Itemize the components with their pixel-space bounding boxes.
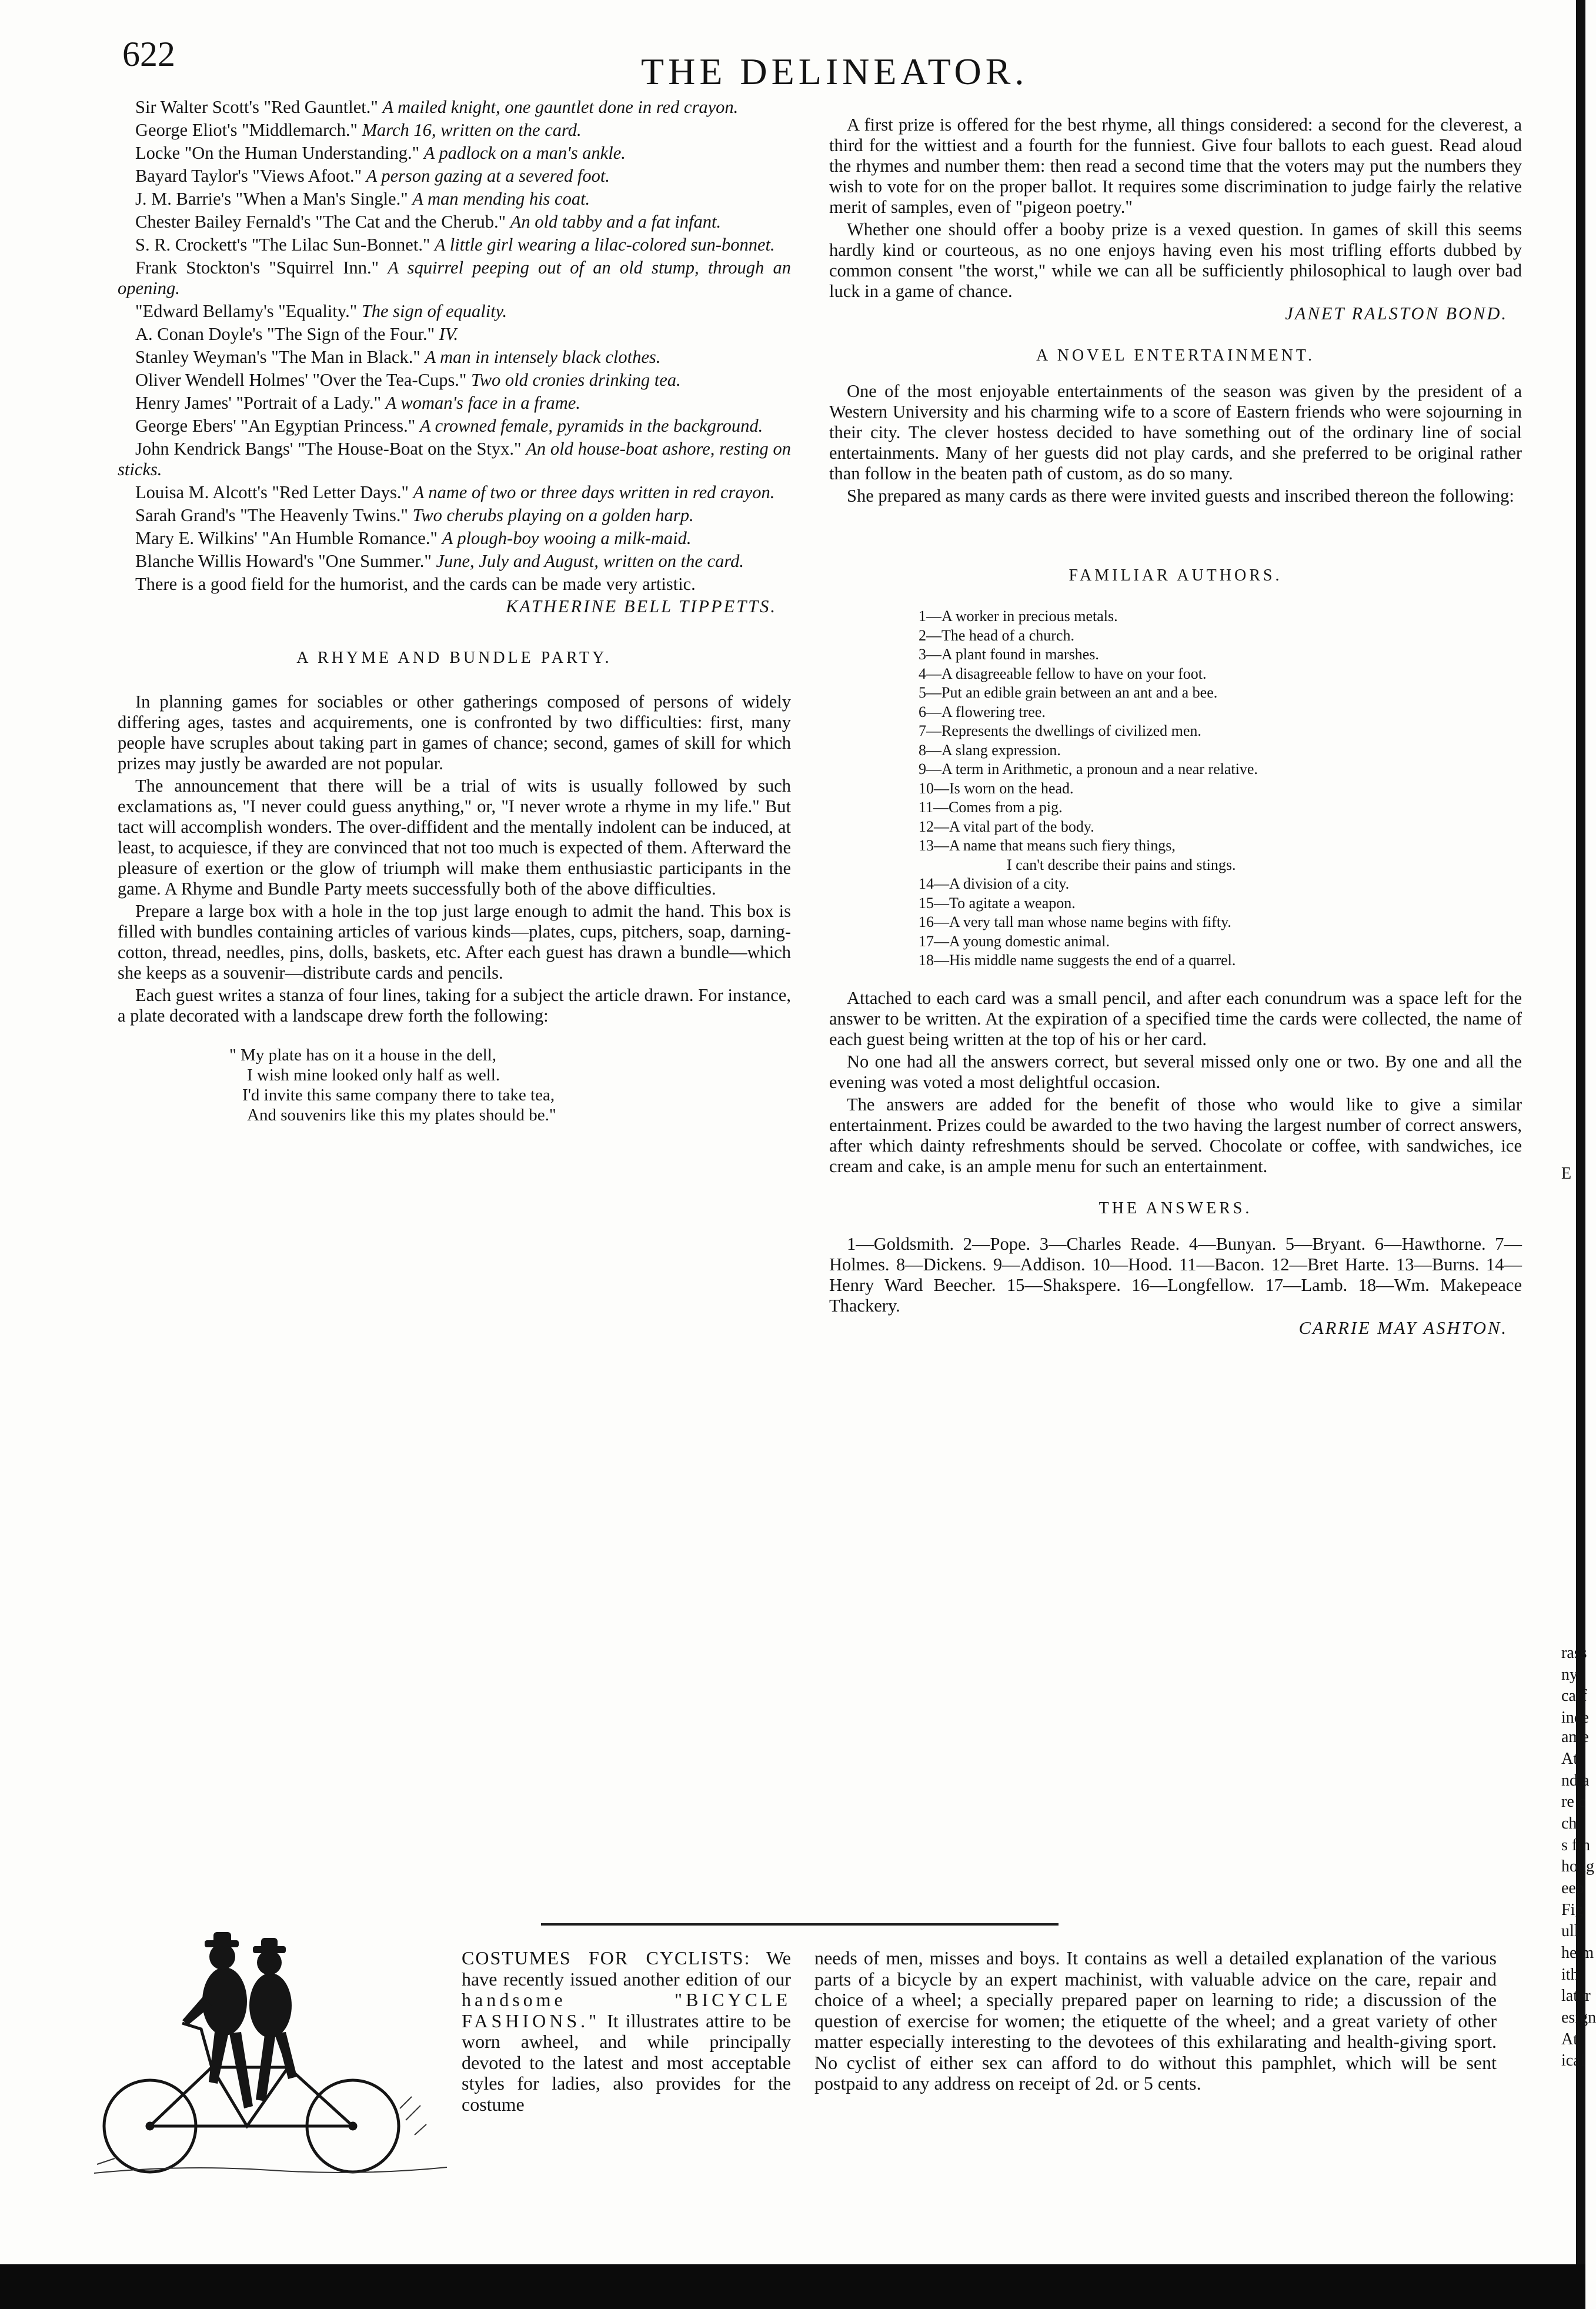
entry-description: March 16, written on the card. — [362, 120, 582, 140]
advert-continuation: needs of men, misses and boys. It contains as well a detailed explanation of the various parts of a bicycle by an expert machinist, with valuable advice on the care, repair and choice of a wheel; a specially prepared paper on learning to ride; a discussion of the question of exercise for women; the etiquette of the wheel; and a great variety of other matter especially interesting to the devotees of this exhilarating and health-giving sport. No cyclist of either sex can afford to do without this pamphlet, which will be sent postpaid to any address on receipt of 2d. or 5 cents. — [814, 1947, 1497, 2094]
edge-text-fragment: ull — [1561, 1922, 1579, 1940]
body-paragraph: The announcement that there will be a trial of wits is usually followed by such exclamations as, "I never could guess anything," or, "I never wrote a rhyme in my life." But tact will accomplish wonders. The over-diffident and the mentally indolent can be induced, at least, to acquiesce, if they are convinced that not too much is expected of them. Afterward the pleasure of exertion or the glow of triumph will make them enthusiastic participants in the game. A Rhyme and Bundle Party meets successfully both of the above difficulties. — [118, 776, 791, 899]
entry-title: Henry James' "Portrait of a Lady." — [135, 393, 382, 413]
entry-description: A squirrel peeping out of an old stump, through an opening. — [118, 258, 792, 298]
entry-title: S. R. Crockett's "The Lilac Sun-Bonnet." — [135, 235, 430, 255]
clue-item: 2—The head of a church. — [919, 626, 1074, 644]
body-paragraph: In planning games for sociables or other gatherings composed of persons of widely differing ages, tastes and acquirements, one is confronted by two difficulties: first, many people have scruples about taking part in games of chance; second, games of skill for which prizes may justly be awarded are not popular. — [118, 692, 791, 773]
masthead-title: THE DELINEATOR. — [641, 51, 1029, 92]
entry-description: The sign of equality. — [361, 301, 507, 321]
entry-title: "Edward Bellamy's "Equality." — [135, 301, 358, 321]
entry-description: June, July and August, written on the card. — [436, 551, 744, 571]
clue-item: 1—A worker in precious metals. — [919, 608, 1118, 625]
edge-text-fragment: ch — [1561, 1814, 1577, 1833]
body-paragraph: Each guest writes a stanza of four lines, taking for a subject the article drawn. For instance, a plate decorated with a landscape drew forth the following: — [118, 985, 791, 1026]
rhyme-party-heading: A RHYME AND BUNDLE PARTY. — [296, 649, 612, 667]
entry-title: A. Conan Doyle's "The Sign of the Four." — [135, 324, 435, 344]
edge-text-fragment: eep — [1561, 1879, 1584, 1897]
entry-title: Sarah Grand's "The Heavenly Twins." — [135, 505, 408, 525]
advert-title: COSTUMES FOR CYCLISTS: — [462, 1947, 751, 1968]
clue-item: 10—Is worn on the head. — [919, 779, 1074, 797]
entry-title: John Kendrick Bangs' "The House-Boat on the Styx." — [135, 439, 522, 459]
edge-text-fragment: esign — [1561, 2008, 1596, 2027]
edge-text-fragment: E — [1561, 1164, 1572, 1183]
answers-heading: THE ANSWERS. — [1098, 1199, 1253, 1217]
body-paragraph: One of the most enjoyable entertainments of the season was given by the president of a Western University and his charming wife to a score of Eastern friends who were sojourning in their city. The clever hostess decided to have something out of the ordinary line of social entertainments. Many of her guests did not play cards, and she preferred to be original rather than follow in the beaten path of custom, as do so many. — [829, 381, 1522, 483]
binding-shadow — [1576, 0, 1585, 2309]
edge-text-fragment: re c — [1561, 1793, 1586, 1811]
signature-tippetts: KATHERINE BELL TIPPETTS. — [506, 596, 777, 616]
entry-description: A person gazing at a severed foot. — [366, 166, 610, 186]
author-entry — [118, 505, 791, 526]
author-entry — [118, 370, 791, 391]
edge-text-fragment: ical — [1561, 2051, 1585, 2070]
entertainment-details — [829, 988, 1522, 1177]
entry-description: A plough-boy wooing a milk-maid. — [442, 528, 692, 548]
body-paragraph: No one had all the answers correct, but several missed only one or two. By one and all the evening was voted a most delightful occasion. — [829, 1051, 1522, 1092]
author-entry — [118, 235, 791, 255]
prize-paragraphs — [829, 115, 1522, 302]
author-entry — [118, 482, 791, 503]
body-paragraph: A first prize is offered for the best rhyme, all things considered: a second for the cleverest, a third for the wittiest and a fourth for the funniest. Give four ballots to each guest. Read aloud the rhymes and number them: then read a second time that the voters may put the numbers they wish to vote for on the proper ballot. It requires some discrimination to judge fairly the relative merit of samples, even of "pigeon poetry." — [829, 115, 1522, 217]
entry-description: An old tabby and a fat infant. — [510, 212, 722, 232]
clue-item: 9—A term in Arithmetic, a pronoun and a near relative. — [919, 760, 1258, 778]
edge-text-fragment: rass — [1561, 1644, 1587, 1662]
advert-text-2: It illustrates attire to be worn awheel, and while principally devoted to the latest and most acceptable styles for ladies, also provides for the costume — [462, 2010, 792, 2115]
poem-line: And souvenirs like this my plates should be." — [247, 1106, 556, 1125]
edge-text-fragment: nd a — [1561, 1771, 1590, 1790]
author-entry — [118, 301, 791, 322]
entry-description: IV. — [439, 324, 459, 344]
author-entry — [118, 120, 791, 141]
familiar-authors-heading: FAMILIAR AUTHORS. — [1069, 566, 1283, 585]
cycling-costumes-advert — [462, 1948, 791, 2115]
signature-bond: JANET RALSTON BOND. — [1285, 303, 1508, 323]
section-divider-rule — [541, 1923, 1059, 1926]
edge-text-fragment: s fin — [1561, 1836, 1590, 1854]
right-column — [829, 115, 1522, 1339]
clue-item: 12—A vital part of the body. — [919, 818, 1094, 835]
author-entries-list — [118, 97, 791, 572]
entry-description: A man mending his coat. — [412, 189, 590, 209]
entry-title: Bayard Taylor's "Views Afoot." — [135, 166, 362, 186]
clue-item: 13—A name that means such fiery things, — [919, 837, 1176, 854]
edge-text-fragment: later — [1561, 1987, 1591, 2005]
entry-title: Sir Walter Scott's "Red Gauntlet." — [135, 97, 378, 117]
clue-item: 16—A very tall man whose name begins with fifty. — [919, 913, 1231, 930]
entry-description: A crowned female, pyramids in the background. — [419, 416, 763, 436]
entry-title: Stanley Weyman's "The Man in Black." — [135, 347, 420, 367]
entry-title: J. M. Barrie's "When a Man's Single." — [135, 189, 408, 209]
clue-item: 18—His middle name suggests the end of a quarrel. — [919, 952, 1236, 969]
edge-text-fragment: Fig — [1561, 1901, 1584, 1919]
entry-description: A mailed knight, one gauntlet done in red crayon. — [382, 97, 739, 117]
rhyme-party-body — [118, 692, 791, 1026]
novel-entertainment-heading: A NOVEL ENTERTAINMENT. — [1036, 346, 1315, 365]
entry-description: An old house-boat ashore, resting on sticks. — [118, 439, 792, 479]
body-paragraph: Attached to each card was a small pencil, and after each conundrum was a space left for the answer to be written. At the expiration of a specified time the cards were collected, the name of each guest being written at the top of his or her card. — [829, 987, 1522, 1049]
author-entry — [118, 166, 791, 186]
entry-title: George Eliot's "Middlemarch." — [135, 120, 358, 140]
clue-item: 3—A plant found in marshes. — [919, 646, 1099, 663]
clue-item: 6—A flowering tree. — [919, 703, 1046, 720]
familiar-authors-clues — [919, 607, 1522, 970]
left-column — [118, 97, 791, 1125]
edge-text-fragment: ame — [1561, 1728, 1589, 1746]
entry-description: A woman's face in a frame. — [385, 393, 580, 413]
answers-list: 1—Goldsmith. 2—Pope. 3—Charles Reade. 4—Bunyan. 5—Bryant. 6—Hawthorne. 7—Holmes. 8—Dickens. 9—Addison. 10—Hood. 11—Bacon. 12—Bret Harte. 13—Burns. 14—Henry Ward Beecher. 15—Shakspere. 16—Longfellow. 17—Lamb. 18—Wm. Makepeace Thackery. — [829, 1233, 1522, 1316]
entry-title: Oliver Wendell Holmes' "Over the Tea-Cups." — [135, 370, 467, 390]
entry-description: A padlock on a man's ankle. — [423, 143, 626, 163]
edge-text-fragment: carf — [1561, 1687, 1587, 1705]
author-entry — [118, 212, 791, 232]
author-entry — [118, 189, 791, 209]
author-entry — [118, 143, 791, 164]
author-entry — [118, 439, 791, 480]
clue-item: 14—A division of a city. — [919, 875, 1070, 892]
author-entry — [118, 416, 791, 436]
poem-line: I'd invite this same company there to take tea, — [242, 1086, 555, 1105]
clue-item: 17—A young domestic animal. — [919, 932, 1110, 950]
clue-item: 15—To agitate a weapon. — [919, 894, 1076, 912]
advert-bicycle-fashions: "BICYCLE FASHIONS." — [462, 1989, 791, 2031]
body-paragraph: She prepared as many cards as there were invited guests and inscribed thereon the following: — [847, 486, 1514, 506]
edge-text-fragment: ny — [1561, 1666, 1578, 1684]
signature-ashton: CARRIE MAY ASHTON. — [1298, 1317, 1508, 1338]
scan-bottom-border — [0, 2264, 1585, 2309]
entry-title: Chester Bailey Fernald's "The Cat and the Cherub." — [135, 212, 506, 232]
author-entry — [118, 258, 791, 299]
clue-item: I can't describe their pains and stings. — [1007, 856, 1236, 873]
entry-title: Louisa M. Alcott's "Red Letter Days." — [135, 482, 409, 502]
clue-item: 4—A disagreeable fellow to have on your foot. — [919, 665, 1207, 682]
closing-paragraph: There is a good field for the humorist, and the cards can be made very artistic. — [135, 574, 696, 594]
entry-description: A name of two or three days written in red crayon. — [413, 482, 775, 502]
plate-poem — [229, 1045, 791, 1125]
author-entry — [118, 393, 791, 413]
entry-title: Blanche Willis Howard's "One Summer." — [135, 551, 432, 571]
edge-text-fragment: ince — [1561, 1709, 1589, 1727]
body-paragraph: The answers are added for the benefit of those who would like to give a similar entertainment. Prizes could be awarded to the two having the largest number of correct answers, after which dainty refreshments should be served. Chocolate or coffee, with sandwiches, ice cream and cake, is an ample menu for such an entertainment. — [829, 1094, 1522, 1176]
clue-item: 5—Put an edible grain between an ant and a bee. — [919, 684, 1218, 701]
author-entry — [118, 324, 791, 345]
entry-title: Locke "On the Human Understanding." — [135, 143, 420, 163]
clue-item: 11—Comes from a pig. — [919, 799, 1063, 816]
author-entry — [118, 551, 791, 572]
advert-text-1: We have recently issued another edition of our — [462, 1947, 791, 1990]
author-entry — [118, 528, 791, 549]
entry-description: Two old cronies drinking tea. — [471, 370, 681, 390]
poem-line: " My plate has on it a house in the dell, — [229, 1046, 497, 1065]
adjacent-page-edge — [1561, 0, 1596, 2309]
entry-description: A man in intensely black clothes. — [425, 347, 661, 367]
author-entry — [118, 347, 791, 368]
body-paragraph: Whether one should offer a booby prize is a vexed question. In games of skill this seems hardly kind or courteous, as no one enjoys having even his most trifling efforts dubbed by common consent "the worst," while we can all be sufficiently philosophical to laugh over bad luck in a game of chance. — [829, 219, 1522, 301]
tandem-bicycle-illustration — [94, 1932, 447, 2179]
clue-item: 8—A slang expression. — [919, 741, 1061, 759]
entry-description: Two cherubs playing on a golden harp. — [412, 505, 694, 525]
entry-title: Frank Stockton's "Squirrel Inn." — [135, 258, 379, 278]
author-entry — [118, 97, 791, 118]
edge-text-fragment: ith — [1561, 1966, 1579, 1984]
edge-text-fragment: he m — [1561, 1944, 1594, 1962]
advert-handsome: handsome — [462, 1989, 566, 2010]
entry-title: George Ebers' "An Egyptian Princess." — [135, 416, 416, 436]
poem-line: I wish mine looked only half as well. — [247, 1066, 500, 1085]
novel-entertainment-body — [829, 381, 1522, 506]
entry-description: A little girl wearing a lilac-colored sun-bonnet. — [435, 235, 775, 255]
entry-title: Mary E. Wilkins' "An Humble Romance." — [135, 528, 438, 548]
edge-text-fragment: At — [1561, 1750, 1578, 1768]
page-number: 622 — [122, 35, 175, 74]
edge-text-fragment: houg — [1561, 1857, 1594, 1876]
clue-item: 7—Represents the dwellings of civilized men. — [919, 722, 1201, 739]
edge-text-fragment: At — [1561, 2030, 1578, 2048]
body-paragraph: Prepare a large box with a hole in the top just large enough to admit the hand. This box is filled with bundles containing articles of various kinds—plates, cups, pitchers, soap, darning-cotton, thread, needles, pins, dolls, baskets, etc. After each guest has drawn a bundle—which she keeps as a souvenir—distribute cards and pencils. — [118, 901, 791, 983]
